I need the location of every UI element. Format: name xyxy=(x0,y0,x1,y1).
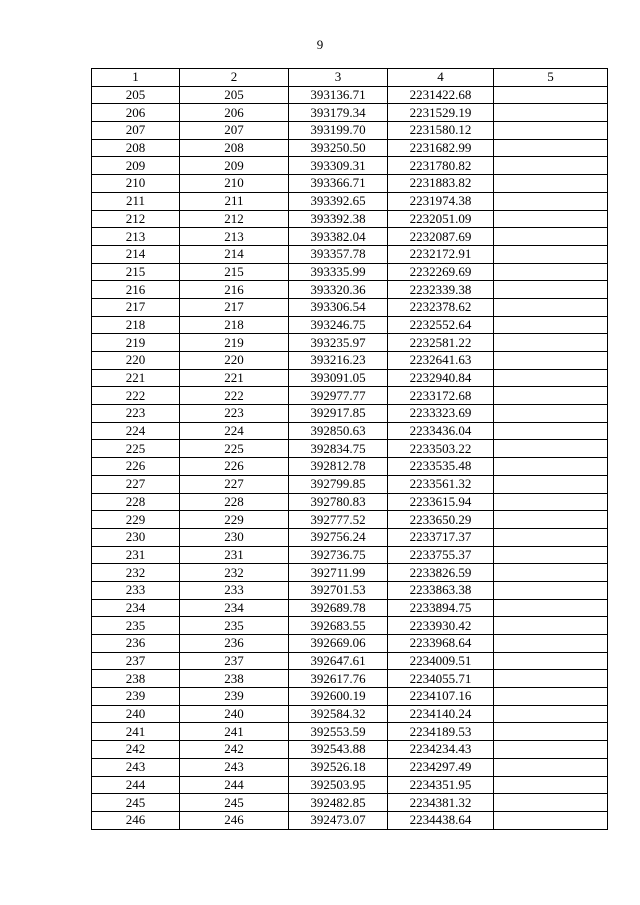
table-cell-col-5 xyxy=(494,741,608,759)
table-cell-col-4: 2232940.84 xyxy=(388,369,494,387)
table-cell-col-2: 224 xyxy=(180,422,289,440)
table-cell-col-4: 2233930.42 xyxy=(388,617,494,635)
table-cell-col-4: 2233968.64 xyxy=(388,635,494,653)
table-cell-col-2: 213 xyxy=(180,228,289,246)
table-cell-col-3: 392834.75 xyxy=(289,440,388,458)
table-cell-col-5 xyxy=(494,281,608,299)
table-cell-col-4: 2234297.49 xyxy=(388,758,494,776)
table-row xyxy=(92,493,608,511)
table-cell-col-3: 392669.06 xyxy=(289,635,388,653)
table-cell-col-5 xyxy=(494,581,608,599)
table-cell-col-3: 392683.55 xyxy=(289,617,388,635)
table-cell-col-4: 2233436.04 xyxy=(388,422,494,440)
table-cell-col-1: 221 xyxy=(92,369,180,387)
table-cell-col-5 xyxy=(494,440,608,458)
table-row xyxy=(92,369,608,387)
table-cell-col-3: 393250.50 xyxy=(289,139,388,157)
table-cell-col-1: 235 xyxy=(92,617,180,635)
table-cell-col-3: 392701.53 xyxy=(289,581,388,599)
table-cell-col-5 xyxy=(494,210,608,228)
table-row xyxy=(92,210,608,228)
table-cell-col-5 xyxy=(494,493,608,511)
table-row xyxy=(92,387,608,405)
table-cell-col-2: 223 xyxy=(180,405,289,423)
table-cell-col-5 xyxy=(494,104,608,122)
table-cell-col-1: 208 xyxy=(92,139,180,157)
table-cell-col-1: 216 xyxy=(92,281,180,299)
table-cell-col-3: 392736.75 xyxy=(289,546,388,564)
table-cell-col-4: 2233615.94 xyxy=(388,493,494,511)
table-cell-col-2: 236 xyxy=(180,635,289,653)
table-cell-col-4: 2233503.22 xyxy=(388,440,494,458)
table-cell-col-5 xyxy=(494,546,608,564)
table-cell-col-4: 2231422.68 xyxy=(388,86,494,104)
table-cell-col-4: 2234107.16 xyxy=(388,688,494,706)
table-cell-col-1: 238 xyxy=(92,670,180,688)
table-row xyxy=(92,670,608,688)
table-row xyxy=(92,723,608,741)
table-cell-col-2: 206 xyxy=(180,104,289,122)
table-cell-col-4: 2231529.19 xyxy=(388,104,494,122)
table-cell-col-4: 2234009.51 xyxy=(388,652,494,670)
table-row xyxy=(92,139,608,157)
table-row xyxy=(92,263,608,281)
table-cell-col-3: 393382.04 xyxy=(289,228,388,246)
table-cell-col-2: 209 xyxy=(180,157,289,175)
table-cell-col-5 xyxy=(494,334,608,352)
table-cell-col-5 xyxy=(494,157,608,175)
table-cell-col-2: 235 xyxy=(180,617,289,635)
table-row xyxy=(92,511,608,529)
table-cell-col-2: 228 xyxy=(180,493,289,511)
table-row xyxy=(92,581,608,599)
table-cell-col-3: 393136.71 xyxy=(289,86,388,104)
table-cell-col-1: 236 xyxy=(92,635,180,653)
table-cell-col-5 xyxy=(494,776,608,794)
table-cell-col-4: 2233717.37 xyxy=(388,528,494,546)
table-cell-col-3: 393235.97 xyxy=(289,334,388,352)
table-cell-col-5 xyxy=(494,86,608,104)
table-cell-col-1: 223 xyxy=(92,405,180,423)
table-cell-col-4: 2231580.12 xyxy=(388,122,494,140)
table-cell-col-3: 392526.18 xyxy=(289,758,388,776)
table-cell-col-2: 232 xyxy=(180,564,289,582)
table-cell-col-2: 229 xyxy=(180,511,289,529)
table-row xyxy=(92,688,608,706)
table-cell-col-4: 2231974.38 xyxy=(388,192,494,210)
table-cell-col-4: 2233323.69 xyxy=(388,405,494,423)
table-cell-col-3: 392503.95 xyxy=(289,776,388,794)
table-cell-col-1: 234 xyxy=(92,599,180,617)
column-header-1: 1 xyxy=(92,69,180,87)
table-cell-col-2: 211 xyxy=(180,192,289,210)
table-row xyxy=(92,458,608,476)
table-cell-col-1: 210 xyxy=(92,175,180,193)
table-body xyxy=(92,86,608,829)
table-cell-col-3: 392482.85 xyxy=(289,794,388,812)
table-cell-col-3: 393246.75 xyxy=(289,316,388,334)
table-cell-col-3: 392756.24 xyxy=(289,528,388,546)
table-cell-col-4: 2232641.63 xyxy=(388,352,494,370)
column-header-4: 4 xyxy=(388,69,494,87)
table-cell-col-3: 392553.59 xyxy=(289,723,388,741)
table-cell-col-1: 224 xyxy=(92,422,180,440)
table-cell-col-1: 240 xyxy=(92,705,180,723)
table-row xyxy=(92,440,608,458)
table-cell-col-1: 222 xyxy=(92,387,180,405)
table-row xyxy=(92,334,608,352)
table-cell-col-5 xyxy=(494,670,608,688)
table-cell-col-3: 393199.70 xyxy=(289,122,388,140)
table-cell-col-3: 392543.88 xyxy=(289,741,388,759)
table-row xyxy=(92,528,608,546)
table-cell-col-5 xyxy=(494,245,608,263)
table-cell-col-4: 2232581.22 xyxy=(388,334,494,352)
table-cell-col-1: 217 xyxy=(92,298,180,316)
table-row xyxy=(92,741,608,759)
table-row xyxy=(92,192,608,210)
table-cell-col-5 xyxy=(494,811,608,829)
table-cell-col-1: 206 xyxy=(92,104,180,122)
table-cell-col-4: 2233863.38 xyxy=(388,581,494,599)
table-cell-col-1: 227 xyxy=(92,475,180,493)
table-row xyxy=(92,352,608,370)
column-header-3: 3 xyxy=(289,69,388,87)
table-cell-col-4: 2232552.64 xyxy=(388,316,494,334)
table-cell-col-2: 240 xyxy=(180,705,289,723)
page-number: 9 xyxy=(316,37,324,52)
table-row xyxy=(92,405,608,423)
table-cell-col-3: 392617.76 xyxy=(289,670,388,688)
table-cell-col-4: 2234055.71 xyxy=(388,670,494,688)
table-row xyxy=(92,228,608,246)
table-cell-col-1: 228 xyxy=(92,493,180,511)
table-cell-col-1: 215 xyxy=(92,263,180,281)
table-cell-col-4: 2233894.75 xyxy=(388,599,494,617)
table-cell-col-1: 214 xyxy=(92,245,180,263)
table-cell-col-4: 2233755.37 xyxy=(388,546,494,564)
table-cell-col-1: 220 xyxy=(92,352,180,370)
table-row xyxy=(92,157,608,175)
table-row xyxy=(92,104,608,122)
table-cell-col-5 xyxy=(494,652,608,670)
table-cell-col-3: 392584.32 xyxy=(289,705,388,723)
table-cell-col-4: 2233535.48 xyxy=(388,458,494,476)
table-cell-col-1: 229 xyxy=(92,511,180,529)
table-cell-col-5 xyxy=(494,422,608,440)
table-cell-col-3: 393216.23 xyxy=(289,352,388,370)
table-cell-col-2: 221 xyxy=(180,369,289,387)
table-cell-col-1: 243 xyxy=(92,758,180,776)
table-cell-col-3: 393392.65 xyxy=(289,192,388,210)
column-header-2: 2 xyxy=(180,69,289,87)
coordinates-table xyxy=(91,68,608,830)
table-cell-col-2: 243 xyxy=(180,758,289,776)
table-cell-col-5 xyxy=(494,758,608,776)
table-cell-col-4: 2234351.95 xyxy=(388,776,494,794)
table-cell-col-2: 237 xyxy=(180,652,289,670)
table-cell-col-2: 231 xyxy=(180,546,289,564)
table-row xyxy=(92,475,608,493)
table-cell-col-2: 220 xyxy=(180,352,289,370)
table-cell-col-1: 244 xyxy=(92,776,180,794)
table-cell-col-5 xyxy=(494,688,608,706)
table-cell-col-2: 219 xyxy=(180,334,289,352)
table-row xyxy=(92,86,608,104)
table-cell-col-5 xyxy=(494,228,608,246)
table-header xyxy=(92,69,608,87)
table-cell-col-1: 241 xyxy=(92,723,180,741)
table-cell-col-1: 219 xyxy=(92,334,180,352)
table-cell-col-3: 393309.31 xyxy=(289,157,388,175)
table-cell-col-3: 392777.52 xyxy=(289,511,388,529)
table-row xyxy=(92,422,608,440)
table-cell-col-5 xyxy=(494,511,608,529)
table-cell-col-4: 2231883.82 xyxy=(388,175,494,193)
table-cell-col-5 xyxy=(494,635,608,653)
table-cell-col-4: 2232172.91 xyxy=(388,245,494,263)
table-cell-col-2: 216 xyxy=(180,281,289,299)
table-row xyxy=(92,635,608,653)
table-cell-col-4: 2231682.99 xyxy=(388,139,494,157)
table-cell-col-3: 393320.36 xyxy=(289,281,388,299)
table-cell-col-5 xyxy=(494,599,608,617)
table-row xyxy=(92,617,608,635)
table-cell-col-2: 214 xyxy=(180,245,289,263)
table-cell-col-5 xyxy=(494,139,608,157)
table-cell-col-5 xyxy=(494,794,608,812)
table-cell-col-5 xyxy=(494,387,608,405)
table-row xyxy=(92,758,608,776)
table-row xyxy=(92,564,608,582)
table-cell-col-5 xyxy=(494,528,608,546)
table-row xyxy=(92,281,608,299)
table-cell-col-1: 242 xyxy=(92,741,180,759)
header-row xyxy=(92,69,608,87)
table-cell-col-1: 232 xyxy=(92,564,180,582)
table-cell-col-5 xyxy=(494,405,608,423)
table-cell-col-5 xyxy=(494,369,608,387)
table-cell-col-3: 392799.85 xyxy=(289,475,388,493)
table-cell-col-5 xyxy=(494,705,608,723)
table-cell-col-2: 225 xyxy=(180,440,289,458)
table-cell-col-4: 2233826.59 xyxy=(388,564,494,582)
table-row xyxy=(92,175,608,193)
table-cell-col-3: 392812.78 xyxy=(289,458,388,476)
table-row xyxy=(92,794,608,812)
table-cell-col-4: 2232269.69 xyxy=(388,263,494,281)
table-cell-col-5 xyxy=(494,122,608,140)
table-cell-col-2: 205 xyxy=(180,86,289,104)
table-cell-col-1: 226 xyxy=(92,458,180,476)
table-cell-col-1: 209 xyxy=(92,157,180,175)
table-cell-col-3: 392473.07 xyxy=(289,811,388,829)
table-cell-col-3: 392600.19 xyxy=(289,688,388,706)
table-cell-col-3: 393357.78 xyxy=(289,245,388,263)
table-cell-col-2: 215 xyxy=(180,263,289,281)
table-cell-col-3: 392780.83 xyxy=(289,493,388,511)
table-row xyxy=(92,546,608,564)
table-cell-col-1: 212 xyxy=(92,210,180,228)
table-cell-col-1: 237 xyxy=(92,652,180,670)
table-cell-col-4: 2234438.64 xyxy=(388,811,494,829)
table-cell-col-1: 231 xyxy=(92,546,180,564)
table-cell-col-5 xyxy=(494,175,608,193)
table-cell-col-4: 2234381.32 xyxy=(388,794,494,812)
table-cell-col-2: 208 xyxy=(180,139,289,157)
table-cell-col-3: 393306.54 xyxy=(289,298,388,316)
table-cell-col-2: 242 xyxy=(180,741,289,759)
table-cell-col-5 xyxy=(494,316,608,334)
table-cell-col-4: 2232339.38 xyxy=(388,281,494,299)
table-cell-col-5 xyxy=(494,458,608,476)
table-cell-col-2: 227 xyxy=(180,475,289,493)
table-cell-col-2: 238 xyxy=(180,670,289,688)
table-cell-col-4: 2232051.09 xyxy=(388,210,494,228)
column-header-5: 5 xyxy=(494,69,608,87)
table-cell-col-1: 225 xyxy=(92,440,180,458)
table-cell-col-2: 210 xyxy=(180,175,289,193)
table-cell-col-3: 393392.38 xyxy=(289,210,388,228)
table-cell-col-1: 205 xyxy=(92,86,180,104)
table-row xyxy=(92,245,608,263)
table-cell-col-1: 239 xyxy=(92,688,180,706)
table-cell-col-1: 233 xyxy=(92,581,180,599)
table-cell-col-5 xyxy=(494,263,608,281)
table-cell-col-3: 393179.34 xyxy=(289,104,388,122)
table-cell-col-2: 239 xyxy=(180,688,289,706)
table-row xyxy=(92,298,608,316)
table-cell-col-4: 2233561.32 xyxy=(388,475,494,493)
table-cell-col-3: 392711.99 xyxy=(289,564,388,582)
table-cell-col-1: 211 xyxy=(92,192,180,210)
table-row xyxy=(92,811,608,829)
table-cell-col-5 xyxy=(494,475,608,493)
table-cell-col-3: 393366.71 xyxy=(289,175,388,193)
table-cell-col-2: 244 xyxy=(180,776,289,794)
table-cell-col-5 xyxy=(494,192,608,210)
table-row xyxy=(92,599,608,617)
table-cell-col-3: 392647.61 xyxy=(289,652,388,670)
table-cell-col-1: 207 xyxy=(92,122,180,140)
table-cell-col-2: 241 xyxy=(180,723,289,741)
table-cell-col-5 xyxy=(494,723,608,741)
table-cell-col-2: 218 xyxy=(180,316,289,334)
table-cell-col-2: 233 xyxy=(180,581,289,599)
table-cell-col-3: 392917.85 xyxy=(289,405,388,423)
table-cell-col-3: 393335.99 xyxy=(289,263,388,281)
table-cell-col-3: 392977.77 xyxy=(289,387,388,405)
table-cell-col-4: 2234189.53 xyxy=(388,723,494,741)
table-cell-col-4: 2232378.62 xyxy=(388,298,494,316)
table-cell-col-4: 2233650.29 xyxy=(388,511,494,529)
table-cell-col-2: 207 xyxy=(180,122,289,140)
table-cell-col-4: 2233172.68 xyxy=(388,387,494,405)
table-cell-col-5 xyxy=(494,352,608,370)
table-row xyxy=(92,776,608,794)
table-cell-col-2: 222 xyxy=(180,387,289,405)
table-cell-col-4: 2231780.82 xyxy=(388,157,494,175)
table-row xyxy=(92,316,608,334)
table-cell-col-5 xyxy=(494,564,608,582)
table-cell-col-2: 212 xyxy=(180,210,289,228)
table-cell-col-2: 217 xyxy=(180,298,289,316)
table-cell-col-2: 226 xyxy=(180,458,289,476)
table-cell-col-4: 2234234.43 xyxy=(388,741,494,759)
table-cell-col-1: 246 xyxy=(92,811,180,829)
table-row xyxy=(92,122,608,140)
table-cell-col-2: 245 xyxy=(180,794,289,812)
table-cell-col-3: 392689.78 xyxy=(289,599,388,617)
table-cell-col-2: 230 xyxy=(180,528,289,546)
table-cell-col-2: 234 xyxy=(180,599,289,617)
table-cell-col-1: 245 xyxy=(92,794,180,812)
table-cell-col-4: 2234140.24 xyxy=(388,705,494,723)
table-cell-col-4: 2232087.69 xyxy=(388,228,494,246)
table-row xyxy=(92,705,608,723)
table-cell-col-3: 393091.05 xyxy=(289,369,388,387)
table-cell-col-2: 246 xyxy=(180,811,289,829)
table-cell-col-1: 230 xyxy=(92,528,180,546)
table-cell-col-3: 392850.63 xyxy=(289,422,388,440)
table-cell-col-1: 213 xyxy=(92,228,180,246)
table-cell-col-5 xyxy=(494,617,608,635)
table-cell-col-5 xyxy=(494,298,608,316)
table-cell-col-1: 218 xyxy=(92,316,180,334)
table-row xyxy=(92,652,608,670)
